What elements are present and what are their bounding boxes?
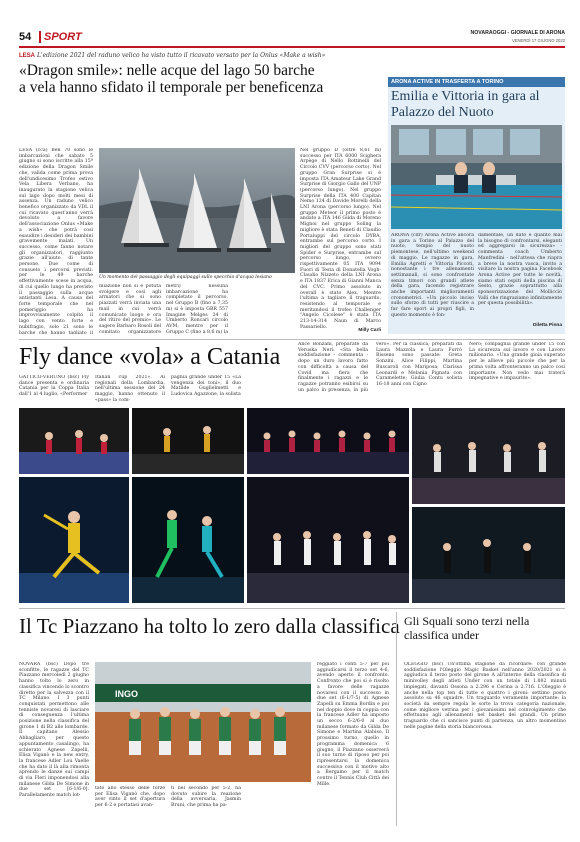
fly-dance-article [19,342,565,604]
tc-piazzano-article [19,612,400,826]
piazzano-column-3: ti nel secondo per 5-2, ha dovuto subire la reazione della avversaria, Jasmin Bruni, che prima ha pa- [171,786,241,809]
page-header [19,30,565,48]
svg-text:INGO: INGO [115,689,139,699]
sailboats-image [99,148,295,273]
piazzano-headline: Il Tc Piazzano ha tolto lo zero dalla classifica [19,614,400,638]
sidebar-column-2: damentale, un dato e quanto mai la bisogno di confrontarsi, eleganti ed aggregarsi in sicurezza» - commenta coach Umberto Manfredini - nell'attesa che riapra a breve la nostra vasca, invito a visitare la nostra pagina Facebook Arona Active per tutte le novità, siamo stati ospiti della piscina di Sesto, grazie soprattutto alla sponsorizzazione del Molliccio Valli che ringraziamo infinitamente per questa possibilità». [478,233,562,307]
kicker-text: L'edizione 2021 del raduno velico ha visto tutto il ricavato versato per la Onlus «Make a wish» [36,52,326,59]
fly-column-6: Nero; compagnia grande under 15 con La sicurezza sul lavoro e con Lavoro milionario. «Una grande gioia superato per le allieve più piccole che per la prima volta affronteranno un palco così importante. Non vedo mai traterà impegnative e impaurite». [469,342,565,382]
section-label: SPORT [39,31,82,43]
squali-headline: Gli Squali sono terzi nella classifica under [404,614,530,642]
fly-column-2: Italian cup 2021». Ai regionali della Lombardia, nell'ultima sessione del 24 maggio, hanno ottenuto il «pass» la com- [95,375,165,403]
swimming-photo [391,125,562,229]
publication-name: NOVARAOGGI - GIORNALE DI ARONA [470,30,565,36]
dragon-smile-article [19,52,381,334]
piazzano-column-1: NOVARA (bsc) Dopo tre sconfitte, le ragazze del TC Piazzano mercoledì 2 giugno hanno tolto lo zero in classifica vincendo lo scontro diretto per la salvezza con il TC Milano. I 3 punti conquistati permettono alle tenniste novaresi di lasciare di conseguenza l'ultima posizione nella classifica del girone 1 di B2 alle lombarde. Il capitano Alessio Abbagliaro, per questo appuntamento casalingo, ha schierato Agnese Zapelli, Elisa Viganò e la new entry, la francese Adler Lou Vaelle che ha dato il là alla rimonta aprendo le danze sui campi di via Fleri imponendosi alla milanese Gilda De Simone in due set [6-1/6-0]. Parallelamente match lot- [19,662,89,799]
photo-caption: Un momento del passaggio degli equipaggi sullo specchio d'acqua lesiano [99,275,272,280]
dance-photo-8 [412,507,565,603]
sidebar-column-1: ARONA (cdr) Arona Active ancora in gara a Torino al Palazzo del nuoto, tempio del nuoto piemontese, nell'ultimo weekend di maggio. Le ragazze in gara, Emilia Agretti e Vittoria Piccoti, nonostante i tre allenamenti settimanali, si sono confrontate senza timori con grandi atlete della gara, facendo registrare anche importanti miglioramenti cronometrici. «Un piccolo inciso sullo sforzo di tutti per riuscire a far fare sport ai propri figli, in questo momento è fon- [391,233,474,318]
headline-line-1: «Dragon smile»: nelle acque del lago 50 barche [19,62,315,79]
dance-photo-2 [132,408,244,474]
fly-dance-headline: Fly dance «vola» a Catania [19,344,281,370]
dance-photo-7 [247,477,409,603]
sidebar-kicker: ARONA ACTIVE IN TRASFERTA A TORINO [388,77,565,87]
fly-column-3: pagnia grande under 15 «La vengenza dei toni», il duo Matilde Guglielmetti e Ludovica Agazzone, la solista [171,375,241,398]
piazzano-column-4: reggiato i conti 5-7 per poi aggiudicarsi il terzo set 4-6, avendo aperto il confronto. Confronto che poi si è risolto a favore delle ragazze novaresi con il successo in due set (6-1/7-5) di Agnese Zapelli su Emma Bordin e poi nel doppio dove in coppia con la francese Adler ha imposto un secco 6-2/6-0 al duo milanese formato da Gilda De Simone e Martina Alabiso. Il prossimo turno, quello in programma domenica 6 giugno, il Piazzano osserverà il suo turno di riposo per poi ripresentarsi la domenica successiva con il motivo alto a Bergamo per il match contro il Tennis Club Città dei Mille. [317,662,389,787]
dance-photo-1 [19,408,129,474]
tennis-team-image [95,662,311,782]
sidebar-headline: Emilia e Vittoria in gara al Palazzo del Nuoto [391,89,540,120]
tennis-team-photo [95,662,311,782]
kicker-location: LESA [19,53,36,59]
swimmers-image [391,125,562,229]
article-column-2 [99,284,161,334]
dance-photo-4 [412,408,565,504]
article-headline [19,62,381,96]
dance-photo-3 [247,408,409,474]
article-kicker [19,52,381,60]
fly-column-1: GATTICO-VERUNO (bsc) Fly dance presenta e ordinaria Catania per la Coppa Italia dall'1 al 4 luglio, «Performer [19,375,89,398]
piazzano-column-2: tato allo stesso delle forze per Elisa Viganò che, dopo aver vinto il set d'apertura per 6-2 e portatasi avan- [95,786,165,809]
divider-1 [19,339,565,340]
sailing-photo [99,148,295,273]
publication-date: VENERDÌ 17 GIUGNO 2022 [511,38,565,43]
sidebar-byline: Diletta Pinna [532,323,562,328]
article-column-4: Nel gruppo D (oltre 8,61 m) successo per ITA 6000 Scighera Arpège di Nello Bottinelli del Circolo CVV (percorso corto). Nel gruppo Gran Surprise si è imposta ITA Amateur Lake Grand Surprise di Giorgio Gallo del UNP (percorso lungo). Nel gruppo Surprise della ITA 400 Capitan Nemo 124 di Davide Morelli della LNI Arona (percorso lungo). Nel gruppo Meteor il primo posto è andato a ITA 146 Gilda di Moreno Mignoi nel gruppo Soling la migliore è stata Beneti di Claudio Portaluppi del circolo DYBA, entrambe sul percorso corto. I migliori del gruppo sono stati Spider e Surprise, entrambe sul percorso lungo, ovvero rispettivamente 05 ITA 9094 Fuori di Testa di Donatella Vogh-Claudio Nizzeto della LNI Arona e ITA 1837 Erica di Gianni Manca del CVC. Primo assoluto in overall è stato Alex. Mentre l'ultima a tagliare il traguardo, resistendo al temporale e meritandosi il trofeo Challenger "Angelo Cicolese" è stata ITA 213-14-314 Naun di Marco Passariello. [300,148,381,328]
arona-active-sidebar [388,77,565,334]
dance-photo-6 [132,477,244,603]
divider-2 [19,608,565,609]
squali-column: OLEGGIO (bsc) Un'ottima stagione da ricordare: con grande soddisfazione l'Oleggio Magic Basket nell'anno 2020/2021 si è aggiudica il terzo posto del girone A all'interno della classifica di minivolley degli atleti Under con un totale di 1.882 minuti impiegati, davanti Ossona a 2.296 e Cerina a 2.716. L'Oleggio è anche nella top ten di tutte e quattro i gironi: settimo posto assoluto su 46 squadre. Un traguardo veramente importante: la società da sempre regola le sorte la trova categoria nazionale, come migliore vetrina per i giovanissimi nel coinvolgimento che effettuano agli allenamenti nel basket dei grandi. Un primo traguardo che ci sancisce punti di partenza, un altro momentino nelle pagine della storia biancorossa. [404,662,566,730]
article-column-3: metri) nessuna imbarcazione ha completato il percorso, nel Gruppo B (fino a 7,35 m) si è imposta GBR 557 Imagine Melges 24 di Umberto Roncari circolo AVM, mentre per il Gruppo C (fino a 8,6 m) la [166,284,228,334]
article-byline: Milly Carli [358,328,381,333]
squali-sidebar [396,612,565,826]
dance-photo-5 [19,477,129,603]
article-column-1: LESA (cca) Ben 70 sono le imbarcazioni che sabato 5 giugno si sono iscritte alla 15ª edizione della Dragon Smile che, valida come prima prova dell'undicesimo Trofeo estivo Vela Libera Verbano, ha inaugurato la stagione velica sul lago dopo molti mesi di assenza. Un raduno velico benefico organizzato da VDL il cui ricavato quest'anno verrà devoluto a favore dell'associazione Onlus «Make a wish» che potrà così esaudire i desideri dei bambini gravemente malati. Un successo, come fanno notare gli organizzatori, raggiunto grazie all'aiuto di tante persone. Due come di consueto i percorsi previsti: per le 49 barche effettivamente scese in acqua, di cui quello lungo ha previsto il passaggio sulla acque antistanti Lesa. A causa del forte temporale che nel pomeriggio ha improvvisamente colpito il lago con vento forte e nubifragio, solo 21 sono le barche che hanno tagliato il [19,148,93,334]
fly-column-5: vero». Per la classica, preparati da Laura Mazzola e Laura Furrò Bisseno sono passate: Greta Sonzini, Alice Filippi, Martina Buscaroli con Mariposa; Clarissa Leonardi e Melania Pignata con Caramelette; Giulia Contu solista 16-18 anni con Cigno [376,342,462,387]
column-2-text: miazione non si è potuta svolgere e così agli armatori che si sono piazzati verrà inviata una mail in cui verrà comunicato luogo e ora del ritiro del premio». Le sagere Barbaro Rosoli del comitato organizzatore [99,284,161,334]
page-number: 54 [19,31,32,43]
headline-line-2: a vela hanno sfidato il temporale per beneficenza [19,79,324,96]
fly-column-4: Alice Bonzani, preparate da Veruska Neri: «Sta bella soddisfazione - commenta - dopo un duro lavoro fatto con difficoltà a causa del Covid ma fiera che finalmente i ragazzi e le ragazze potranno esibirsi su un palco in presenza, in più [298,342,368,392]
